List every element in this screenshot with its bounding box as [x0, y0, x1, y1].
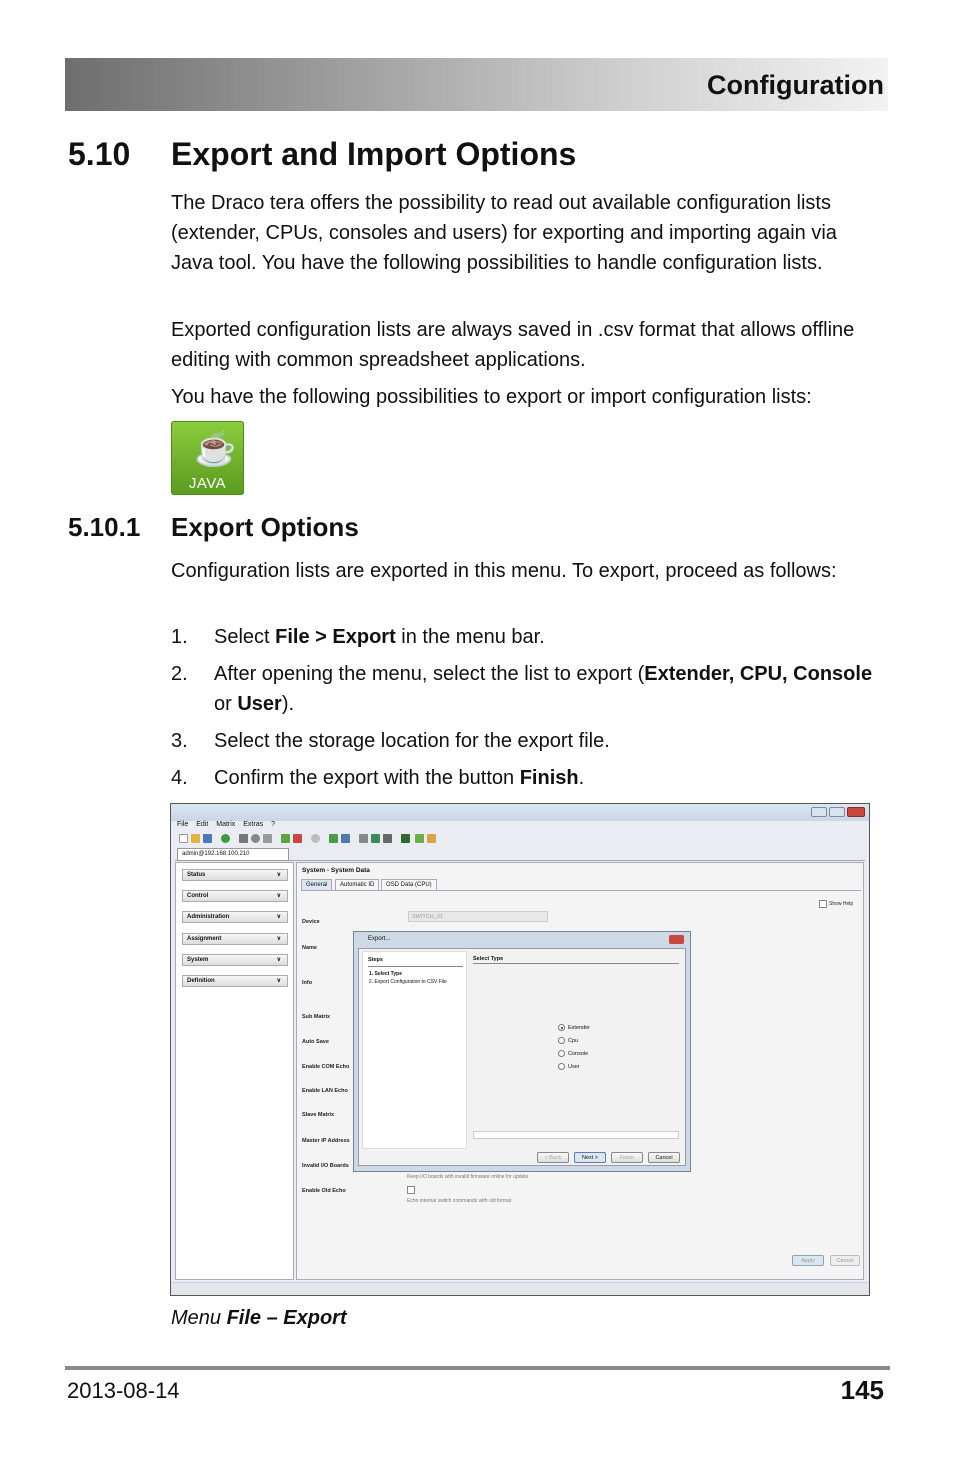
menu-extras[interactable]: Extras	[243, 821, 264, 828]
step-select-type: 1. Select Type	[369, 971, 402, 977]
sidebar-item-control[interactable]: Control ∨	[182, 890, 288, 902]
monitor-icon[interactable]	[401, 834, 410, 843]
radio-icon	[558, 1037, 565, 1044]
refresh-icon[interactable]	[221, 834, 230, 843]
disconnect-icon[interactable]	[251, 834, 260, 843]
minimize-icon[interactable]	[811, 807, 827, 817]
section-heading	[68, 136, 576, 173]
show-help-checkbox[interactable]	[819, 900, 827, 908]
auto-save-label: Auto Save	[302, 1039, 329, 1045]
tab-connection[interactable]: admin@192.168.100.210	[177, 848, 289, 861]
radio-user[interactable]: User	[558, 1063, 580, 1070]
download-icon[interactable]	[341, 834, 350, 843]
toolbar	[177, 832, 467, 846]
radio-icon	[558, 1050, 565, 1057]
lock-icon[interactable]	[427, 834, 436, 843]
name-label: Name	[302, 945, 317, 951]
tab-osd-data[interactable]: OSD Data (CPU)	[381, 879, 437, 891]
window-title-bar	[171, 804, 869, 821]
sub-matrix-label: Sub Matrix	[302, 1014, 331, 1020]
dialog-close-icon[interactable]	[669, 935, 684, 944]
open-folder-icon[interactable]	[191, 834, 200, 843]
subsection-heading	[68, 512, 359, 543]
old-echo-checkbox[interactable]	[407, 1186, 415, 1194]
enable-com-echo-label: Enable COM Echo	[302, 1064, 350, 1070]
sidebar-item-status[interactable]: Status ∨	[182, 869, 288, 881]
dialog-title: Export...	[368, 936, 391, 942]
settings-icon[interactable]	[311, 834, 320, 843]
info-label: Info	[302, 980, 313, 986]
figure-caption: Menu File – Export	[171, 1307, 347, 1329]
show-help-label: Show Help	[829, 901, 854, 907]
header-title: Configuration	[707, 70, 884, 100]
system-data-panel	[296, 862, 864, 1280]
panel-title: System - System Data	[302, 867, 370, 874]
enable-lan-echo-label: Enable LAN Echo	[302, 1088, 348, 1094]
list-item: 1. Select File > Export in the menu bar.	[171, 626, 545, 648]
menu-help[interactable]: ?	[271, 821, 275, 828]
device-label: Device	[302, 919, 320, 925]
paragraph-format: Exported configuration lists are always saved in .csv format that allows offline editing with common spreadsheet applications.	[171, 319, 855, 371]
document-icon[interactable]	[359, 834, 368, 843]
upload-icon[interactable]	[329, 834, 338, 843]
steps-header: Steps	[368, 957, 383, 963]
connection-tab-row	[175, 847, 865, 861]
dialog-path-field	[473, 1131, 679, 1139]
old-echo-note: Echo internal switch commands with old format	[407, 1198, 512, 1204]
menu-edit[interactable]: Edit	[196, 821, 209, 828]
cancel-button[interactable]: Cancel	[830, 1255, 860, 1266]
maximize-icon[interactable]	[829, 807, 845, 817]
menu-bar	[177, 821, 281, 828]
sidebar-item-definition[interactable]: Definition ∨	[182, 975, 288, 987]
dialog-cancel-button[interactable]: Cancel	[648, 1152, 680, 1163]
java-icon-label: JAVA	[188, 475, 227, 492]
radio-icon	[558, 1063, 565, 1070]
export-steps-list	[171, 622, 876, 800]
steps-divider	[368, 966, 463, 967]
section-number: 5.10	[68, 136, 131, 172]
footer-rule	[65, 1366, 890, 1370]
import-icon[interactable]	[371, 834, 380, 843]
unlink-icon[interactable]	[293, 834, 302, 843]
select-type-divider	[473, 963, 679, 964]
menu-matrix[interactable]: Matrix	[216, 821, 236, 828]
close-icon[interactable]	[847, 807, 865, 817]
connect-icon[interactable]	[281, 834, 290, 843]
radio-extender[interactable]: Extender	[558, 1024, 590, 1031]
new-file-icon[interactable]	[179, 834, 188, 843]
dialog-body	[358, 948, 686, 1166]
save-icon[interactable]	[203, 834, 212, 843]
copy-icon[interactable]	[263, 834, 272, 843]
sidebar-item-administration[interactable]: Administration ∨	[182, 911, 288, 923]
master-ip-label: Master IP Address	[302, 1138, 350, 1144]
paragraph-possibilities: You have the following possibilities to export or import configuration lists:	[171, 386, 812, 408]
subsection-number: 5.10.1	[68, 512, 141, 542]
sidebar-item-system[interactable]: System ∨	[182, 954, 288, 966]
radio-selected-icon	[558, 1024, 565, 1031]
list-item: 4. Confirm the export with the button Finish.	[171, 767, 585, 789]
java-icon	[171, 421, 244, 495]
dialog-steps-panel	[362, 951, 467, 1149]
list-item: 3. Select the storage location for the export file.	[171, 730, 610, 752]
export-icon[interactable]	[383, 834, 392, 843]
next-button[interactable]: Next >	[574, 1152, 606, 1163]
apply-button[interactable]: Apply	[792, 1255, 824, 1266]
radio-console[interactable]: Console	[558, 1050, 588, 1057]
page-number: 145	[840, 1375, 884, 1405]
cut-icon[interactable]	[239, 834, 248, 843]
footer-date: 2013-08-14	[67, 1378, 180, 1403]
section-title: Export and Import Options	[171, 136, 577, 172]
step-export-csv: 2. Export Configuration to CSV File	[369, 979, 447, 985]
export-dialog	[353, 931, 691, 1172]
back-button[interactable]: < Back	[537, 1152, 569, 1163]
sidebar	[175, 862, 294, 1280]
subsection-title: Export Options	[171, 512, 359, 542]
menu-file[interactable]: File	[177, 821, 189, 828]
enable-old-echo-label: Enable Old Echo	[302, 1188, 346, 1194]
list-item: 2. After opening the menu, select the list to export (Extender, CPU, Console or User).	[171, 663, 873, 715]
header-band	[65, 58, 888, 111]
check-icon[interactable]	[415, 834, 424, 843]
device-field[interactable]: SWITCH_01	[408, 911, 548, 922]
paragraph-intro: The Draco tera offers the possibility to read out available configuration lists (extender, CPUs, consoles and users) for exporting and importing again via Java tool. You have the following possibilities to handle configuration lists.	[171, 192, 837, 274]
paragraph-export-intro: Configuration lists are exported in this menu. To export, proceed as follows:	[171, 560, 837, 582]
tab-automatic-id[interactable]: Automatic ID	[335, 879, 379, 891]
panel-tabs	[301, 879, 861, 891]
invalid-io-note: Keep I/O boards with invalid firmware online for update	[407, 1174, 529, 1180]
coffee-cup-icon: ☕	[194, 430, 237, 468]
slave-matrix-label: Slave Matrix	[302, 1112, 335, 1118]
finish-button[interactable]: Finish	[611, 1152, 643, 1163]
select-type-header: Select Type	[473, 956, 504, 962]
invalid-io-label: Invalid I/O Boards	[302, 1163, 349, 1169]
radio-cpu[interactable]: Cpu	[558, 1037, 578, 1044]
tab-general[interactable]: General	[301, 879, 332, 891]
sidebar-item-assignment[interactable]: Assignment ∨	[182, 933, 288, 945]
status-bar	[171, 1282, 869, 1295]
export-menu-screenshot	[170, 803, 870, 1296]
